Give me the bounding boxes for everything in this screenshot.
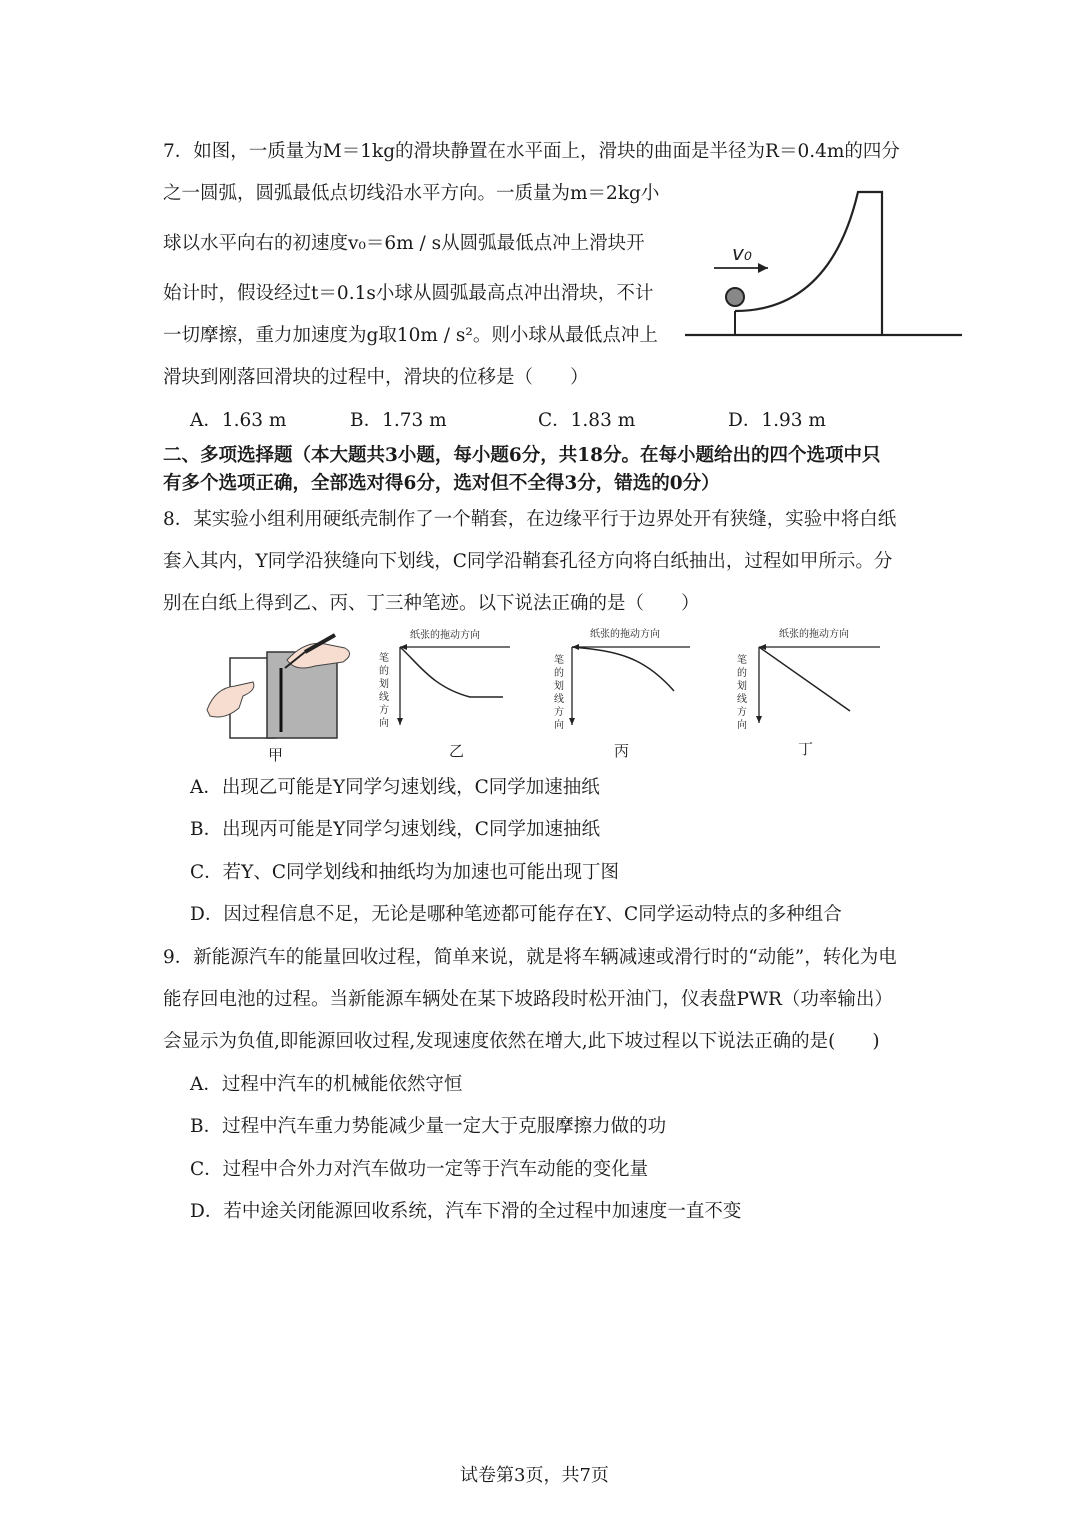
q8-option-a: A．出现乙可能是Y同学匀速划线，C同学加速抽纸 [190,777,600,798]
q9-option-d: D．若中途关闭能源回收系统，汽车下滑的全过程中加速度一直不变 [190,1201,742,1222]
bing-top-label: 纸张的拖动方向 [590,629,660,640]
jia-sheath-figure [195,630,370,740]
q7-line-6: 滑块到刚落回滑块的过程中，滑块的位移是（ ） [163,367,589,388]
q9-line-2: 能存回电池的过程。当新能源车辆处在某下坡路段时松开油门，仪表盘PWR（功率输出） [163,989,893,1010]
svg-text:划: 划 [554,681,564,692]
yi-top-label: 纸张的拖动方向 [410,630,480,641]
svg-text:划: 划 [379,679,389,690]
ding-side-label [737,654,747,731]
q8-line-3: 别在白纸上得到乙、丙、丁三种笔迹。以下说法正确的是（ ） [163,593,700,614]
v0-label: v₀ [732,241,752,265]
svg-text:线: 线 [554,694,564,705]
q7-line-4: 始计时，假设经过t＝0.1s小球从圆弧最高点冲出滑块，不计 [163,283,654,304]
q8-option-d: D．因过程信息不足，无论是哪种笔迹都可能存在Y、C同学运动特点的多种组合 [190,904,842,925]
q7-option-d: D．1.93 m [728,410,826,431]
q9-line-3: 会显示为负值,即能源回收过程,发现速度依然在增大,此下坡过程以下说法正确的是( ) [163,1031,880,1052]
q8-option-c: C．若Y、C同学划线和抽纸均为加速也可能出现丁图 [190,862,620,883]
bing-graph [548,623,703,735]
q9-option-c: C．过程中合外力对汽车做功一定等于汽车动能的变化量 [190,1159,649,1180]
bing-side-label [554,654,564,731]
svg-text:的: 的 [554,668,564,679]
q7-option-c: C．1.83 m [538,410,636,431]
q9-line-1: 9．新能源汽车的能量回收过程，简单来说，就是将车辆减速或滑行时的“动能”，转化为电 [163,947,897,968]
svg-text:的: 的 [737,668,747,679]
q7-line-3: 球以水平向右的初速度v₀＝6m / s从圆弧最低点冲上滑块开 [163,233,645,254]
caption-jia: 甲 [268,746,284,764]
q7-option-a: A．1.63 m [190,410,287,431]
section2-line-1: 二、多项选择题（本大题共3小题，每小题6分，共18分。在每小题给出的四个选项中只 [163,445,881,466]
svg-text:的: 的 [379,666,389,677]
svg-text:向: 向 [737,720,747,731]
q7-line-5: 一切摩擦，重力加速度为g取10m / s²。则小球从最低点冲上 [163,325,658,346]
q7-option-b: B．1.73 m [350,410,447,431]
svg-text:笔: 笔 [737,655,747,666]
q8-line-1: 8．某实验小组利用硬纸壳制作了一个鞘套，在边缘平行于边界处开有狭缝，实验中将白纸 [163,509,897,530]
q9-option-b: B．过程中汽车重力势能减少量一定大于克服摩擦力做的功 [190,1116,667,1137]
svg-text:线: 线 [379,692,389,703]
svg-text:线: 线 [737,694,747,705]
caption-yi: 乙 [449,742,465,760]
svg-text:向: 向 [379,718,389,729]
q7-line-2: 之一圆弧，圆弧最低点切线沿水平方向。一质量为m＝2kg小 [163,183,660,204]
caption-ding: 丁 [798,740,814,758]
q7-slider-figure [680,180,970,350]
svg-text:笔: 笔 [379,653,389,664]
svg-text:划: 划 [737,681,747,692]
ding-graph [732,623,887,738]
svg-text:方: 方 [737,707,747,718]
q7-line-1: 7．如图，一质量为M＝1kg的滑块静置在水平面上，滑块的曲面是半径为R＝0.4m的四分 [163,141,900,162]
caption-bing: 丙 [614,742,630,760]
q8-option-b: B．出现丙可能是Y同学匀速划线，C同学加速抽纸 [190,819,600,840]
svg-text:方: 方 [379,705,389,716]
yi-graph [370,625,515,737]
yi-side-label [379,652,389,729]
page-footer: 试卷第3页，共7页 [460,1465,609,1486]
svg-text:向: 向 [554,720,564,731]
q9-option-a: A．过程中汽车的机械能依然守恒 [190,1074,463,1095]
ding-top-label: 纸张的拖动方向 [779,629,849,640]
svg-text:方: 方 [554,707,564,718]
section2-line-2: 有多个选项正确，全部选对得6分，选对但不全得3分，错选的0分） [163,473,720,494]
q8-line-2: 套入其内，Y同学沿狭缝向下划线，C同学沿鞘套孔径方向将白纸抽出，过程如甲所示。分 [163,551,893,572]
svg-text:笔: 笔 [554,655,564,666]
